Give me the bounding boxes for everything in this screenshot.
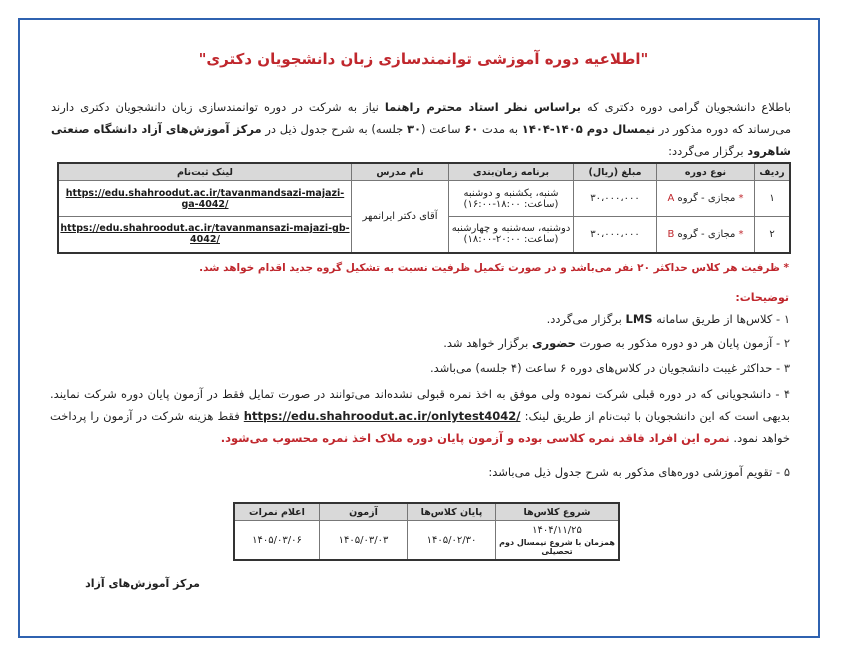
note-item-1: ۱ - کلاس‌ها از طریق سامانه LMS برگزار می‌گردد. [546, 312, 790, 326]
exam-date: ۱۴۰۵/۰۳/۰۳ [320, 521, 408, 561]
course-type: * مجازی - گروه A [657, 181, 755, 217]
note-item-2: ۲ - آزمون پایان هر دو دوره مذکور به صورت حضوری برگزار خواهد شد. [443, 336, 790, 350]
registration-link-b[interactable]: https://edu.shahroodut.ac.ir/tavanmansazi-majazi-gb-4042/ [58, 217, 352, 253]
price: ۳۰،۰۰۰،۰۰۰ [574, 181, 657, 217]
col-type: نوع دوره [657, 163, 755, 181]
page-title: "اطلاعیه دوره آموزشی توانمندسازی زبان دانشجویان دکتری" [198, 50, 649, 68]
row-number: ۲ [755, 217, 791, 253]
col-start: شروع کلاس‌ها [496, 503, 620, 521]
footer-signature: مرکز آموزش‌های آزاد [85, 577, 200, 590]
course-table [57, 162, 791, 254]
price: ۳۰،۰۰۰،۰۰۰ [574, 217, 657, 253]
col-price: مبلغ (ریال) [574, 163, 657, 181]
schedule-table [233, 502, 620, 561]
end-date: ۱۴۰۵/۰۲/۳۰ [408, 521, 496, 561]
start-note: همزمان با شروع نیمسال دوم تحصیلی [499, 537, 615, 556]
schedule: دوشنبه، سه‌شنبه و چهارشنبه (ساعت: ۲۰:۰۰-۱۸:۰۰) [449, 217, 574, 253]
col-schedule: برنامه زمان‌بندی [449, 163, 574, 181]
col-end: پایان کلاس‌ها [408, 503, 496, 521]
group-letter: B [667, 228, 675, 240]
col-exam: آزمون [320, 503, 408, 521]
note-item-3: ۳ - حداکثر غیبت دانشجویان در کلاس‌های دوره ۶ ساعت (۴ جلسه) می‌باشد. [429, 361, 790, 375]
note-item-4: ۴ - دانشجویانی که در دوره قبلی شرکت نموده ولی موفق به اخذ نمره قبولی نشده‌اند می‌توانند در صورت تمایل فقط در آزمون پایان دوره شرکت نمایند. بدیهی است که این دانشجویان با ثبت‌نام از طریق لینک: https://edu.shahroodut.ac.ir/onlytest4042/ فقط هزینه شرکت در آزمون را پرداخت خواهد نمود. نمره این افراد فاقد نمره کلاسی بوده و آزمون پایان دوره ملاک اخذ نمره محسوب می‌شود. [50, 387, 790, 445]
row-number: ۱ [755, 181, 791, 217]
start-date: ۱۴۰۴/۱۱/۲۵ همزمان با شروع نیمسال دوم تحصیلی [496, 521, 620, 561]
star-icon: * [738, 193, 744, 204]
table-row [234, 521, 619, 561]
intro-paragraph: باطلاع دانشجویان گرامی دوره دکتری که براساس نظر استاد محترم راهنما نیاز به شرکت در دوره توانمندسازی زبان دانشجویان دکتری دارند می‌رساند که دوره مذکور در نیمسال دوم ۱۴۰۵-۱۴۰۴ به مدت ۶۰ ساعت (۳۰ جلسه) به شرح جدول ذیل در مرکز آموزش‌های آزاد دانشگاه صنعتی شاهرود برگزار می‌گردد: [51, 100, 792, 158]
table-row [58, 181, 790, 217]
col-teacher: نام مدرس [352, 163, 449, 181]
capacity-note: * ظرفیت هر کلاس حداکثر ۲۰ نفر می‌باشد و در صورت تکمیل ظرفیت نسبت به تشکیل گروه جدید اقدام خواهد شد. [199, 262, 789, 274]
col-row: ردیف [755, 163, 791, 181]
schedule: شنبه، یکشنبه و دوشنبه (ساعت: ۱۸:۰۰-۱۶:۰۰) [449, 181, 574, 217]
note-item-5: ۵ - تقویم آموزشی دوره‌های مذکور به شرح جدول ذیل می‌باشد: [488, 465, 790, 479]
course-table-header [58, 163, 790, 181]
col-link: لینک ثبت‌نام [58, 163, 352, 181]
schedule-table-header [234, 503, 619, 521]
col-grades: اعلام نمرات [234, 503, 320, 521]
notes-title: توضیحات: [735, 291, 789, 304]
star-icon: * [738, 228, 744, 240]
grades-date: ۱۴۰۵/۰۳/۰۶ [234, 521, 320, 561]
teacher-name: آقای دکتر ایرانمهر [352, 181, 449, 253]
group-letter: A [667, 193, 675, 204]
only-test-link[interactable]: https://edu.shahroodut.ac.ir/onlytest4042/ [243, 409, 521, 423]
registration-link-a[interactable]: https://edu.shahroodut.ac.ir/tavanmandsazi-majazi-ga-4042/ [58, 181, 352, 217]
course-type: * مجازی - گروه B [657, 217, 755, 253]
